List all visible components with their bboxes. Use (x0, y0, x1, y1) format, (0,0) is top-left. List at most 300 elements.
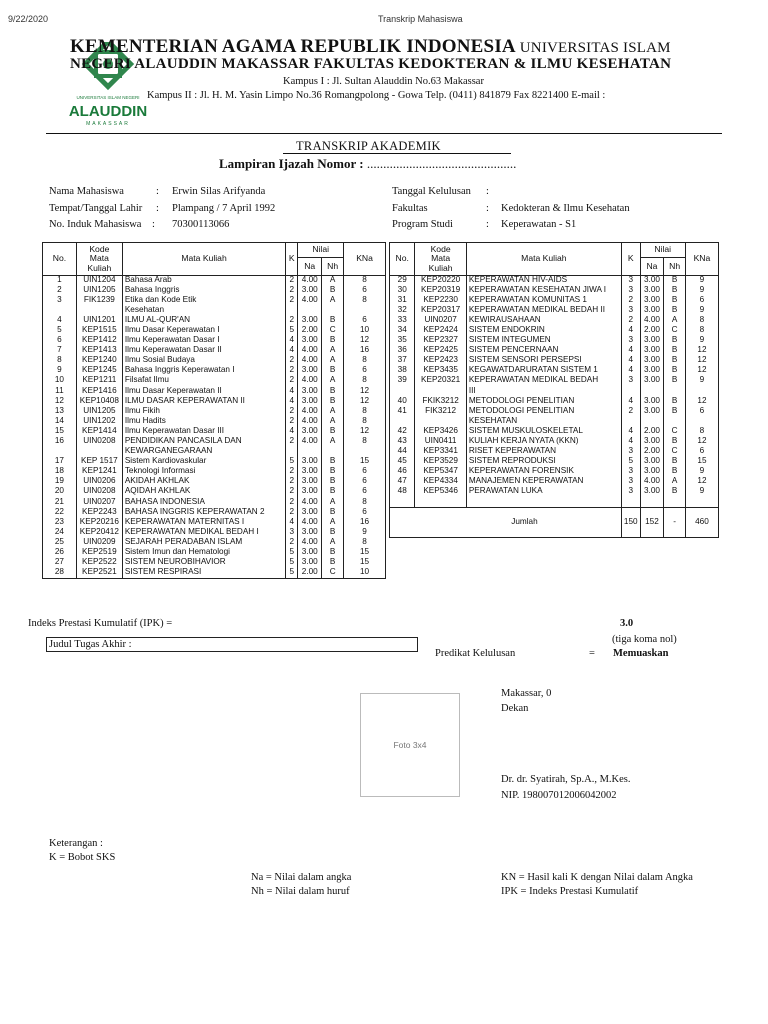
course-code: UIN1201 (76, 316, 122, 326)
course-code: KEP1414 (76, 427, 122, 437)
course-code: FIK1239 (76, 296, 122, 306)
course-weighted: 10 (344, 326, 386, 336)
course-name: KULIAH KERJA NYATA (KKN) (466, 437, 621, 447)
signature-role: Dekan (501, 703, 529, 714)
student-birth: Plampang / 7 April 1992 (172, 203, 276, 214)
course-grade-letter: A (322, 376, 344, 386)
course-code: KEP3341 (415, 447, 466, 457)
course-weighted: 15 (344, 558, 386, 568)
course-grade-number: 3.00 (640, 487, 664, 497)
grad-label: Tanggal Kelulusan (392, 186, 471, 197)
course-grade-letter: A (322, 437, 344, 447)
course-grade-number: 2.00 (640, 447, 664, 457)
course-grade-number: 4.00 (298, 518, 322, 528)
course-name: KEPERAWATAN KESEHATAN JIWA I (466, 286, 621, 296)
course-grade-number: 3.00 (298, 477, 322, 487)
grades-table-left (42, 242, 386, 579)
ipk-words: (tiga koma nol) (612, 634, 677, 645)
course-name: KEPERAWATAN MATERNITAS I (122, 518, 285, 528)
course-code: KEP20317 (415, 306, 466, 316)
course-credits: 3 (621, 477, 640, 487)
course-credits: 4 (621, 437, 640, 447)
course-grade-number: 3.00 (640, 306, 664, 316)
signature-place-date: Makassar, 0 (501, 688, 552, 699)
legend-ipk: IPK = Indeks Prestasi Kumulatif (501, 886, 639, 897)
course-name: Bahasa Inggris (122, 286, 285, 296)
course-name: RISET KEPERAWATAN (466, 447, 621, 457)
course-grade-letter: B (664, 457, 686, 467)
legend-title: Keterangan : (49, 838, 103, 849)
logo-top-text: UNIVERSITAS ISLAM NEGERI (76, 95, 140, 100)
course-grade-number: 4.00 (298, 498, 322, 508)
course-no: 24 (43, 528, 77, 538)
course-grade-letter: C (322, 568, 344, 578)
course-code (415, 498, 466, 508)
course-no: 12 (43, 397, 77, 407)
course-weighted: 9 (685, 286, 718, 296)
course-no: 31 (390, 296, 415, 306)
col-no-header: No. (390, 243, 415, 276)
course-weighted: 6 (685, 447, 718, 457)
course-credits: 2 (286, 376, 298, 386)
course-grade-number: 3.00 (298, 548, 322, 558)
course-grade-number: 4.00 (298, 407, 322, 417)
course-grade-number (640, 498, 664, 508)
course-no: 20 (43, 487, 77, 497)
course-grade-number: 3.00 (640, 437, 664, 447)
campus-address-2: Kampus II : Jl. H. M. Yasin Limpo No.36 Romangpolong - Gowa Telp. (0411) 841879 Fax 8221400 E-mail : (147, 90, 606, 101)
ipk-value: 3.0 (620, 618, 634, 629)
course-weighted: 10 (344, 568, 386, 578)
course-grade-letter: B (664, 336, 686, 346)
course-credits: 2 (621, 296, 640, 306)
course-name: AKIDAH AKHLAK (122, 477, 285, 487)
col-code-header-l2: Mata (431, 253, 451, 264)
course-grade-letter: B (664, 346, 686, 356)
course-grade-number: 4.00 (640, 477, 664, 487)
logo-sub-text: MAKASSAR (86, 121, 130, 127)
course-no: 19 (43, 477, 77, 487)
course-code: KEP20220 (415, 276, 466, 286)
ipk-label: Indeks Prestasi Kumulatif (IPK) = (28, 618, 173, 629)
course-name: Filsafat Ilmu (122, 376, 285, 386)
course-grade-number: 3.00 (640, 366, 664, 376)
col-nilai-header: Nilai (298, 243, 344, 258)
course-grade-number: 3.00 (298, 286, 322, 296)
course-grade-letter: B (322, 558, 344, 568)
course-name: SISTEM ENDOKRIN (466, 326, 621, 336)
course-name: Ilmu Hadits (122, 417, 285, 427)
course-no: 1 (43, 276, 77, 286)
course-grade-number: 3.00 (298, 336, 322, 346)
col-code-header-l1: Kode (89, 244, 110, 255)
course-no: 4 (43, 316, 77, 326)
course-grade-number: 3.00 (640, 346, 664, 356)
course-grade-letter: B (322, 316, 344, 326)
col-course-header: Mata Kuliah (466, 243, 621, 276)
course-code: KEP2423 (415, 356, 466, 366)
course-grade-number: 3.00 (298, 558, 322, 568)
course-no: 41 (390, 407, 415, 417)
course-grade-letter: B (664, 276, 686, 286)
course-weighted: 6 (344, 487, 386, 497)
course-name: KEWIRAUSAHAAN (466, 316, 621, 326)
course-grade-number: 4.00 (298, 417, 322, 427)
institution-title-line2: NEGERI ALAUDDIN MAKASSAR FAKULTAS KEDOKTERAN & ILMU KESEHATAN (70, 56, 672, 72)
course-code: KEP2327 (415, 336, 466, 346)
course-grade-number: 3.00 (640, 356, 664, 366)
course-no: 7 (43, 346, 77, 356)
photo-label: Foto 3x4 (393, 740, 427, 750)
course-credits: 3 (621, 376, 640, 386)
course-grade-letter: B (322, 366, 344, 376)
course-no: 30 (390, 286, 415, 296)
course-credits: 2 (286, 296, 298, 306)
course-name: KEGAWATDARURATAN SISTEM 1 (466, 366, 621, 376)
course-no: 21 (43, 498, 77, 508)
course-weighted: 9 (344, 528, 386, 538)
print-date: 9/22/2020 (8, 14, 49, 24)
course-name: MANAJEMEN KEPERAWATAN (466, 477, 621, 487)
ministry-name: KEMENTERIAN AGAMA REPUBLIK INDONESIA (70, 36, 515, 57)
course-grade-letter: B (664, 437, 686, 447)
course-grade-letter: A (664, 316, 686, 326)
course-credits: 4 (621, 326, 640, 336)
course-grade-number: 3.00 (298, 427, 322, 437)
course-credits: 2 (286, 498, 298, 508)
course-no: 26 (43, 548, 77, 558)
course-name: Ilmu Keperawatan Dasar II (122, 346, 285, 356)
course-code: KEP1413 (76, 346, 122, 356)
totals-nh: - (664, 508, 686, 538)
legend-k: K = Bobot SKS (49, 852, 116, 863)
col-code-header-l3: Kuliah (87, 262, 112, 273)
course-credits (621, 498, 640, 508)
course-name: Bahasa Arab (122, 276, 285, 286)
course-grade-letter: B (322, 336, 344, 346)
course-no: 37 (390, 356, 415, 366)
course-credits: 3 (286, 528, 298, 538)
course-no: 14 (43, 417, 77, 427)
course-name: KEPERAWATAN KOMUNITAS 1 (466, 296, 621, 306)
course-grade-number: 3.00 (640, 296, 664, 306)
totals-row (390, 508, 719, 538)
course-name: Teknologi Informasi (122, 467, 285, 477)
course-grade-number: 2.00 (298, 326, 322, 336)
attachment-line (219, 156, 516, 172)
course-code: KEP20216 (76, 518, 122, 528)
course-no: 29 (390, 276, 415, 286)
thesis-title-box: Judul Tugas Akhir : (46, 637, 418, 652)
col-na-header: Na (298, 258, 322, 276)
legend-nh: Nh = Nilai dalam huruf (251, 886, 350, 897)
course-grade-number: 3.00 (298, 366, 322, 376)
course-name: SISTEM PENCERNAAN (466, 346, 621, 356)
course-grade-letter: B (664, 306, 686, 316)
course-name: Sistem Kardiovaskular (122, 457, 285, 467)
course-no: 25 (43, 538, 77, 548)
course-weighted: 6 (344, 467, 386, 477)
course-name: Kesehatan (122, 306, 285, 316)
col-nh-header: Nh (664, 258, 686, 276)
name-colon: : (156, 186, 159, 197)
course-no: 35 (390, 336, 415, 346)
course-grade-letter: C (664, 427, 686, 437)
course-code: KEP2522 (76, 558, 122, 568)
course-weighted: 8 (344, 417, 386, 427)
course-grade-number: 3.00 (640, 457, 664, 467)
course-grade-letter: B (322, 467, 344, 477)
student-name: Erwin Silas Arifyanda (172, 186, 266, 197)
course-no: 36 (390, 346, 415, 356)
course-name: SISTEM SENSORI PERSEPSI (466, 356, 621, 366)
course-no: 47 (390, 477, 415, 487)
course-code: UIN0206 (76, 477, 122, 487)
course-no: 44 (390, 447, 415, 457)
course-weighted: 9 (685, 487, 718, 497)
course-weighted: 15 (344, 548, 386, 558)
course-code: UIN1202 (76, 417, 122, 427)
course-no: 43 (390, 437, 415, 447)
course-grade-number: 3.00 (298, 397, 322, 407)
course-name: AQIDAH AKHLAK (122, 487, 285, 497)
col-course-header: Mata Kuliah (122, 243, 285, 276)
grad-colon: : (486, 186, 489, 197)
course-grade-letter: B (664, 356, 686, 366)
course-grade-letter: B (664, 366, 686, 376)
attachment-dots: .............................................. (366, 156, 517, 171)
course-weighted: 8 (344, 376, 386, 386)
course-credits: 4 (621, 366, 640, 376)
totals-label: Jumlah (390, 508, 622, 538)
course-code: KEP1416 (76, 387, 122, 397)
predikat-equals: = (589, 648, 595, 659)
course-grade-letter: A (322, 276, 344, 286)
course-weighted: 6 (344, 316, 386, 326)
course-credits: 2 (286, 487, 298, 497)
course-grade-letter: B (322, 387, 344, 397)
course-weighted: 6 (685, 407, 718, 417)
course-weighted: 9 (685, 276, 718, 286)
attachment-label: Lampiran Ijazah Nomor : (219, 156, 364, 171)
course-code: KEP5347 (415, 467, 466, 477)
print-title: Transkrip Mahasiswa (378, 14, 463, 24)
course-grade-number: 3.00 (640, 467, 664, 477)
course-credits: 4 (286, 346, 298, 356)
course-no: 23 (43, 518, 77, 528)
course-weighted: 12 (685, 356, 718, 366)
course-weighted: 15 (685, 457, 718, 467)
course-credits: 4 (621, 346, 640, 356)
program-value: Keperawatan - S1 (501, 219, 577, 230)
course-weighted: 16 (344, 346, 386, 356)
course-code: KEP1515 (76, 326, 122, 336)
course-name: PERAWATAN LUKA (466, 487, 621, 497)
birth-colon: : (156, 203, 159, 214)
course-weighted: 9 (685, 336, 718, 346)
totals-na: 152 (640, 508, 664, 538)
course-row (43, 568, 386, 578)
course-credits: 4 (286, 387, 298, 397)
course-grade-number: 4.00 (298, 437, 322, 447)
course-weighted: 6 (344, 286, 386, 296)
course-grade-letter: B (664, 487, 686, 497)
course-name: KEPERAWATAN MEDIKAL BEDAH II (466, 306, 621, 316)
course-name: KEPERAWATAN MEDIKAL BEDAH I (122, 528, 285, 538)
course-weighted: 12 (344, 397, 386, 407)
course-credits: 5 (286, 558, 298, 568)
course-grade-letter: A (322, 356, 344, 366)
institution-title-line1 (70, 36, 671, 58)
course-code: KEP1412 (76, 336, 122, 346)
course-code: KEP20319 (415, 286, 466, 296)
course-weighted: 12 (685, 346, 718, 356)
course-name: Ilmu Sosial Budaya (122, 356, 285, 366)
course-no: 13 (43, 407, 77, 417)
course-name: METODOLOGI PENELITIAN (466, 407, 621, 417)
course-weighted: 12 (344, 427, 386, 437)
course-no: 46 (390, 467, 415, 477)
col-code-header (76, 243, 122, 276)
name-label: Nama Mahasiswa (49, 186, 124, 197)
course-weighted: 8 (685, 316, 718, 326)
course-name: KEPERAWATAN MEDIKAL BEDAH (466, 376, 621, 386)
course-credits: 3 (621, 306, 640, 316)
course-grade-number: 3.00 (298, 387, 322, 397)
course-grade-number: 3.00 (640, 376, 664, 386)
course-credits: 3 (621, 487, 640, 497)
course-grade-letter: A (322, 407, 344, 417)
program-label: Program Studi (392, 219, 453, 230)
course-name: SISTEM NEUROBIHAVIOR (122, 558, 285, 568)
course-grade-letter: B (664, 286, 686, 296)
course-grade-number: 3.00 (298, 508, 322, 518)
faculty-colon: : (486, 203, 489, 214)
course-credits: 2 (286, 407, 298, 417)
course-credits: 4 (286, 518, 298, 528)
course-grade-number: 3.00 (640, 397, 664, 407)
course-grade-letter: B (664, 296, 686, 306)
course-grade-number: 2.00 (640, 427, 664, 437)
course-weighted: 9 (685, 306, 718, 316)
course-name: ILMU DASAR KEPERAWATAN II (122, 397, 285, 407)
course-no: 10 (43, 376, 77, 386)
course-credits: 2 (286, 366, 298, 376)
course-grade-number: 3.00 (640, 336, 664, 346)
course-code: UIN0209 (76, 538, 122, 548)
course-grade-letter: A (322, 417, 344, 427)
course-name: PENDIDIKAN PANCASILA DAN (122, 437, 285, 447)
grades-body-left (43, 276, 386, 579)
course-weighted: 6 (344, 366, 386, 376)
course-grade-letter: B (322, 427, 344, 437)
course-grade-number: 4.00 (298, 356, 322, 366)
course-code: KEP2519 (76, 548, 122, 558)
course-no: 33 (390, 316, 415, 326)
course-credits: 3 (621, 276, 640, 286)
course-grade-number: 3.00 (298, 457, 322, 467)
course-grade-letter: B (322, 487, 344, 497)
course-weighted: 6 (344, 477, 386, 487)
course-weighted: 15 (344, 457, 386, 467)
course-no: 16 (43, 437, 77, 447)
course-name (466, 498, 621, 508)
course-name: KEPERAWATAN FORENSIK (466, 467, 621, 477)
course-credits: 3 (621, 336, 640, 346)
course-grade-letter: A (322, 498, 344, 508)
course-grade-number: 4.00 (298, 296, 322, 306)
faculty-label: Fakultas (392, 203, 428, 214)
course-code: UIN0208 (76, 487, 122, 497)
course-credits: 2 (286, 508, 298, 518)
course-code: KEP3529 (415, 457, 466, 467)
course-grade-number: 4.00 (298, 276, 322, 286)
course-name: METODOLOGI PENELITIAN (466, 397, 621, 407)
course-no: 34 (390, 326, 415, 336)
university-name-part1: UNIVERSITAS ISLAM (519, 40, 671, 56)
course-weighted: 8 (685, 326, 718, 336)
course-grade-letter: B (322, 508, 344, 518)
header-divider (46, 133, 722, 134)
course-credits: 4 (286, 397, 298, 407)
course-weighted: 8 (344, 356, 386, 366)
course-no: 3 (43, 296, 77, 306)
course-grade-letter: A (322, 296, 344, 306)
course-no: 18 (43, 467, 77, 477)
course-code: KEP2521 (76, 568, 122, 578)
course-no: 6 (43, 336, 77, 346)
course-grade-number: 4.00 (640, 316, 664, 326)
course-weighted (685, 498, 718, 508)
graduation-predicate (435, 648, 669, 659)
course-grade-letter: B (322, 457, 344, 467)
course-weighted: 12 (344, 387, 386, 397)
course-weighted: 9 (685, 467, 718, 477)
course-name: Ilmu Dasar Keperawatan II (122, 387, 285, 397)
course-code: UIN0207 (415, 316, 466, 326)
course-name: BAHASA INDONESIA (122, 498, 285, 508)
course-code: KEP1240 (76, 356, 122, 366)
course-grade-number: 3.00 (640, 407, 664, 417)
course-weighted: 8 (344, 498, 386, 508)
col-code-header-l2: Mata (89, 253, 109, 264)
course-no: 32 (390, 306, 415, 316)
course-name: KESEHATAN (466, 417, 621, 427)
document-title-underline (283, 153, 511, 154)
course-weighted: 12 (685, 477, 718, 487)
course-grade-letter: C (664, 326, 686, 336)
course-grade-letter (664, 498, 686, 508)
course-no: 22 (43, 508, 77, 518)
col-kna-header: KNa (685, 243, 718, 276)
course-grade-number: 2.00 (298, 568, 322, 578)
course-row (390, 498, 719, 508)
course-code: KEP2230 (415, 296, 466, 306)
course-credits: 5 (286, 457, 298, 467)
col-no-header: No. (43, 243, 77, 276)
course-no: 11 (43, 387, 77, 397)
course-weighted: 9 (685, 376, 718, 386)
course-weighted: 8 (344, 276, 386, 286)
course-credits: 4 (286, 336, 298, 346)
course-weighted: 8 (344, 538, 386, 548)
course-name: Sistem Imun dan Hematologi (122, 548, 285, 558)
course-code: UIN1204 (76, 276, 122, 286)
course-name: Ilmu Keperawatan Dasar III (122, 427, 285, 437)
student-nim: 70300113066 (172, 219, 230, 230)
course-credits: 5 (286, 548, 298, 558)
course-name: Bahasa Inggris Keperawatan I (122, 366, 285, 376)
